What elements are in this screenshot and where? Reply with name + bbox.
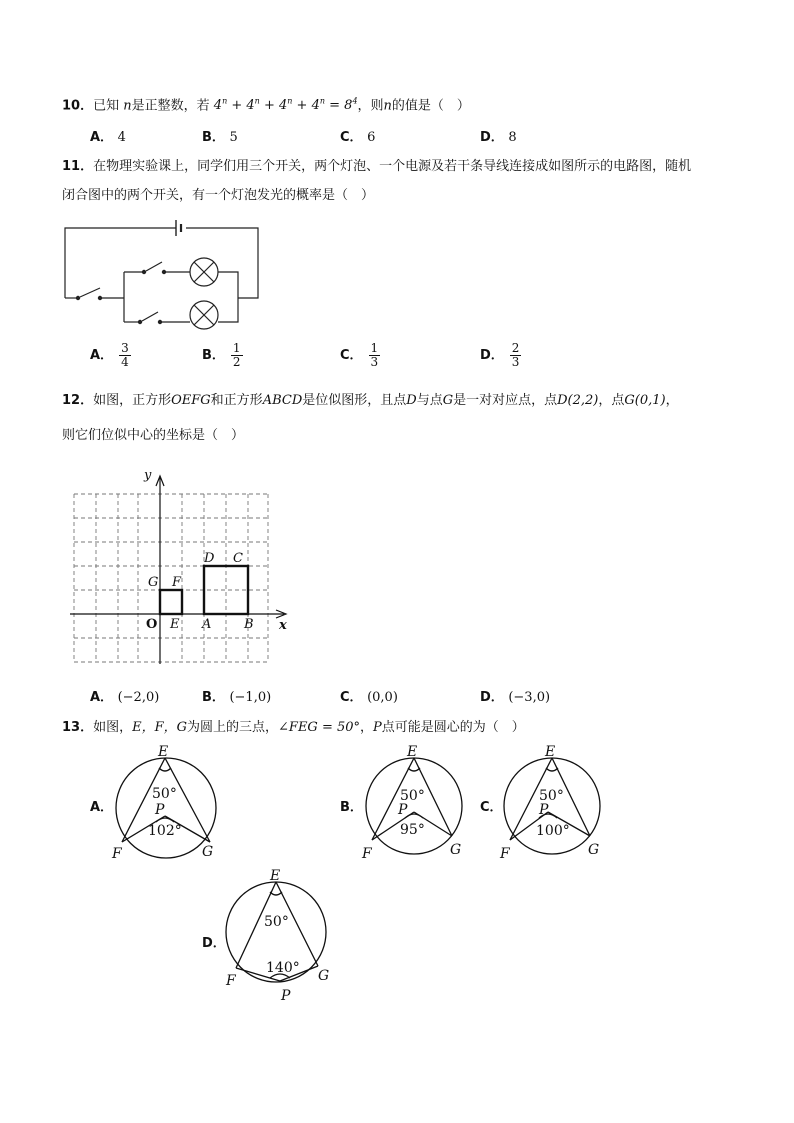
- question-text: 的值是（ ）: [391, 98, 470, 114]
- q13-option-d-figure[interactable]: [222, 868, 340, 1008]
- point-g-label: G: [442, 393, 454, 408]
- point-e-label: E: [407, 744, 418, 760]
- coordinate-grid: [66, 466, 296, 666]
- axis-x-label: x: [279, 618, 287, 633]
- q13-option-d-letter[interactable]: D．: [202, 936, 226, 951]
- question-text: 为圆上的三点，: [187, 720, 279, 735]
- question-number: 10．: [62, 98, 94, 114]
- circuit-diagram: [60, 218, 265, 330]
- point-p-label: P: [155, 802, 165, 818]
- q13-option-b-figure[interactable]: [358, 744, 474, 864]
- question-text: 闭合图中的两个开关，有一个灯泡发光的概率是（ ）: [62, 188, 375, 203]
- q10-option-a[interactable]: A． 4: [90, 130, 126, 145]
- question-text: 在物理实验课上，同学们用三个开关，两个灯泡、一个电源及若干条导线连接成如图所示的电路图，随机: [93, 159, 692, 174]
- angle-label: ∠FEG = 50°: [278, 720, 361, 735]
- point-f-label: F: [362, 846, 372, 862]
- square-abcd-label: ABCD: [262, 393, 303, 408]
- angle-e-value: 50°: [539, 788, 564, 804]
- point-f-label: F: [500, 846, 510, 862]
- angle-e-value: 50°: [400, 788, 425, 804]
- angle-p-value: 100°: [536, 823, 570, 839]
- q10-option-c[interactable]: C． 6: [340, 130, 376, 145]
- question-10: [62, 92, 470, 116]
- point-p-label: P: [281, 988, 291, 1004]
- point-f-label: F: [226, 973, 236, 989]
- question-number: 12．: [62, 393, 94, 408]
- point-a-label: A: [202, 617, 212, 632]
- question-text: 与点: [416, 393, 443, 408]
- q11-option-b[interactable]: B． $\frac{1}{2}$: [202, 341, 241, 369]
- point-g-label: G: [148, 575, 159, 590]
- angle-e-value: 50°: [264, 914, 289, 930]
- point-p-label: P: [539, 802, 549, 818]
- point-p-label: P: [373, 720, 382, 735]
- angle-p-value: 95°: [400, 822, 425, 838]
- q10-option-d[interactable]: D． 8: [480, 130, 517, 145]
- question-text: 是位似图形，且点: [302, 393, 407, 408]
- point-e-label: E: [158, 744, 169, 760]
- question-text: 已知: [93, 98, 120, 114]
- question-11-line2: [62, 186, 374, 206]
- square-oefg: [160, 590, 182, 614]
- point-g-coordinate: G(0,1): [624, 393, 666, 408]
- q13-option-a-letter[interactable]: A．: [90, 800, 114, 815]
- question-text: 是正整数，若: [131, 98, 210, 114]
- question-text: 则它们位似中心的坐标是（ ）: [62, 428, 245, 443]
- point-d-label: D: [204, 551, 215, 566]
- q13-option-b-letter[interactable]: B．: [340, 800, 363, 815]
- question-text: 如图，: [93, 720, 133, 735]
- q11-option-c[interactable]: C． $\frac{1}{3}$: [340, 341, 379, 369]
- point-b-label: B: [244, 617, 254, 632]
- point-e-label: E: [545, 744, 556, 760]
- variable-n: n: [383, 98, 392, 114]
- point-g-label: G: [202, 844, 214, 860]
- question-11: [62, 157, 691, 177]
- question-text: 是一对对应点，点: [453, 393, 558, 408]
- question-text: ，则: [357, 98, 384, 114]
- question-text: 和正方形: [210, 393, 263, 408]
- variable-n: n: [123, 98, 132, 114]
- q11-option-d[interactable]: D． $\frac{2}{3}$: [480, 341, 520, 369]
- q11-option-a[interactable]: A． $\frac{3}{4}$: [90, 341, 129, 369]
- angle-e-value: 50°: [152, 786, 177, 802]
- q10-option-b[interactable]: B． 5: [202, 130, 238, 145]
- angle-p-value: 140°: [266, 960, 300, 976]
- question-number: 11．: [62, 159, 94, 174]
- square-oefg-label: OEFG: [171, 393, 211, 408]
- q13-option-a-figure[interactable]: [108, 744, 224, 864]
- point-c-label: C: [233, 551, 243, 566]
- question-text: 如图，正方形: [93, 393, 172, 408]
- q12-option-a[interactable]: A． (−2,0): [90, 690, 160, 705]
- point-p-label: P: [398, 802, 408, 818]
- angle-p-value: 102°: [148, 823, 182, 839]
- point-e-label: E: [170, 617, 180, 632]
- point-e-label: E: [270, 868, 281, 884]
- question-13: [62, 718, 525, 738]
- points-label: E，F，G: [132, 720, 188, 735]
- q12-option-d[interactable]: D． (−3,0): [480, 690, 551, 705]
- question-text: ，: [665, 393, 679, 408]
- q12-option-b[interactable]: B． (−1,0): [202, 690, 272, 705]
- point-g-label: G: [318, 968, 330, 984]
- question-text: ，: [360, 720, 374, 735]
- equation: $4^n + 4^n + 4^n + 4^n = 8^4$: [213, 97, 358, 114]
- point-g-label: G: [450, 842, 462, 858]
- question-text: 点可能是圆心的为（ ）: [381, 720, 525, 735]
- point-f-label: F: [172, 575, 182, 590]
- question-text: ，点: [598, 393, 625, 408]
- q13-option-c-figure[interactable]: [496, 744, 612, 864]
- point-f-label: F: [112, 846, 122, 862]
- origin-label: O: [146, 617, 158, 632]
- question-12-line2: [62, 426, 244, 446]
- point-d-coordinate: D(2,2): [557, 393, 599, 408]
- axis-y-label: y: [144, 468, 152, 483]
- question-number: 13．: [62, 720, 94, 735]
- q12-option-c[interactable]: C． (0,0): [340, 690, 398, 705]
- question-12: [62, 391, 679, 411]
- point-g-label: G: [588, 842, 600, 858]
- q13-option-c-letter[interactable]: C．: [480, 800, 503, 815]
- point-d-label: D: [406, 393, 417, 408]
